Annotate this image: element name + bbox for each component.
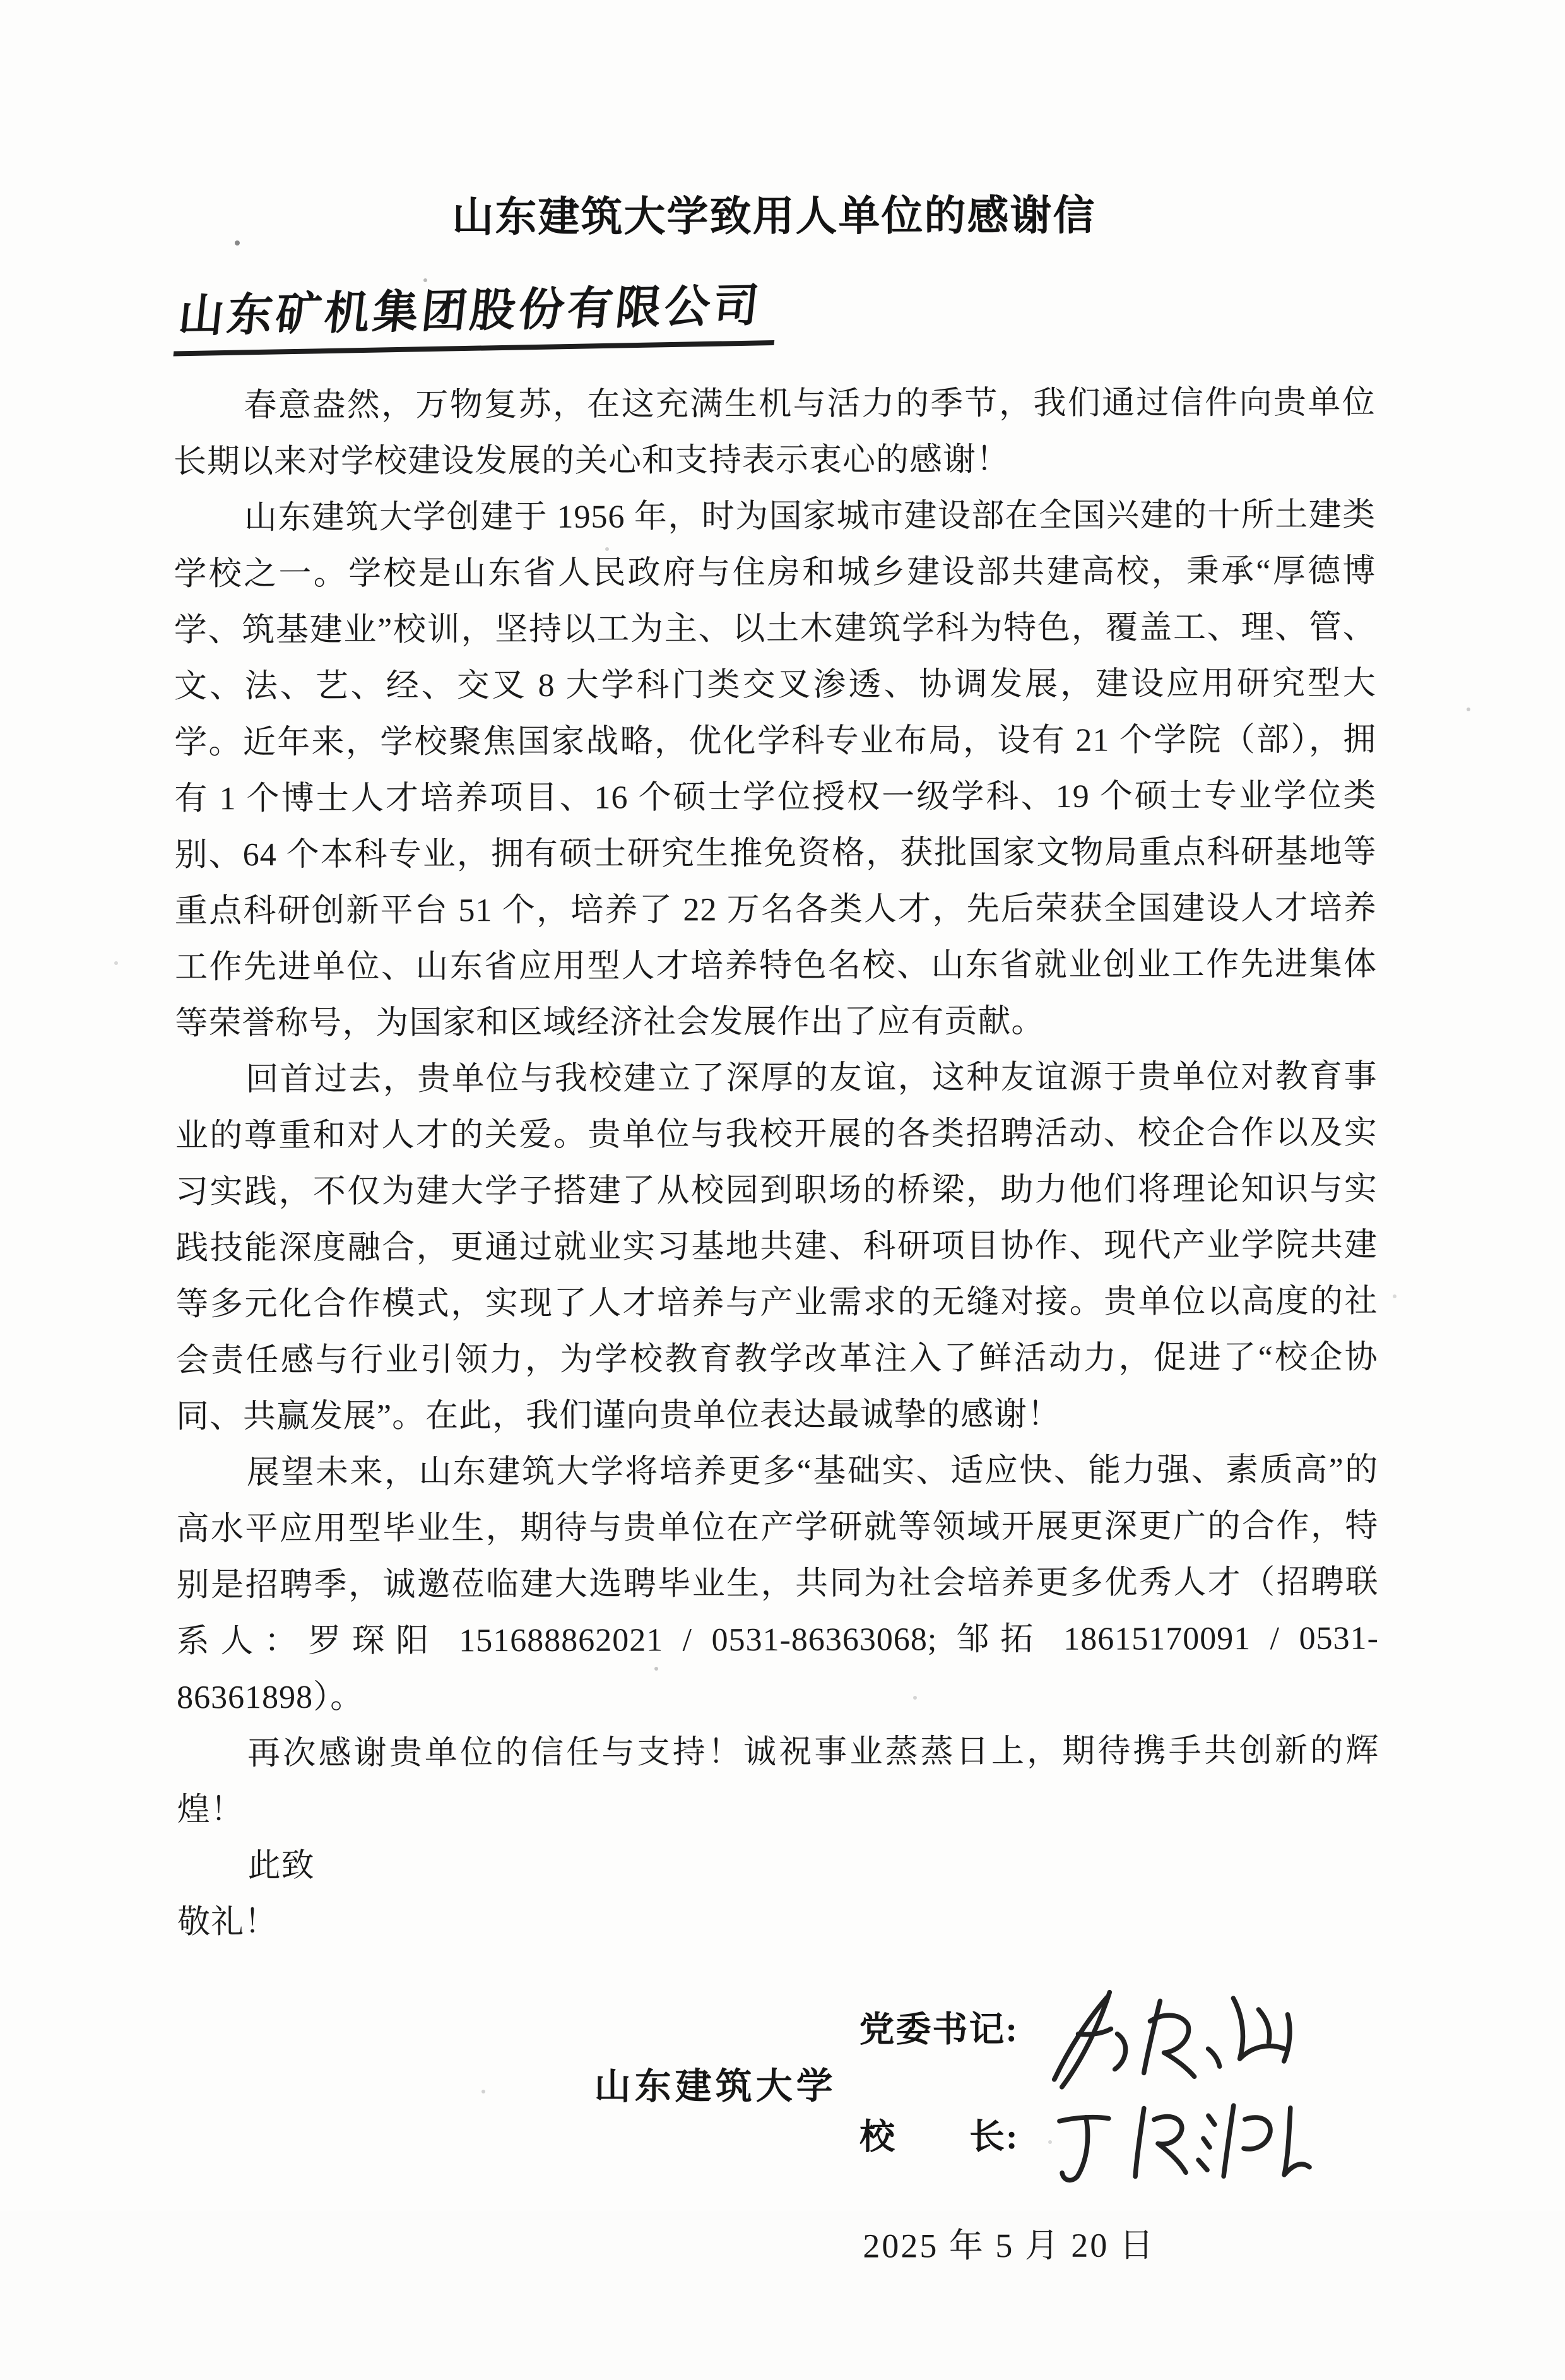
scan-noise-speckles <box>0 0 3 3</box>
letter-date: 2025 年 5 月 20 日 <box>863 2226 1155 2265</box>
paragraph-university-intro: 山东建筑大学创建于 1956 年，时为国家城市建设部在全国兴建的十所土建类学校之一。学校是山东省人民政府与住房和城乡建设部共建高校，秉承“厚德博学、筑基建业”校训，坚持以工为主、以土木建筑学科为特色，覆盖工、理、管、文、法、艺、经、交叉 8 大学科门类交叉渗透、协调发展，建设应用研究型大学。近年来，学校聚焦国家战略，优化学科专业布局，设有 21 个学院（部），拥有 1 个博士人才培养项目、16 个硕士学位授权一级学科、19 个硕士专业学位类别、64 个本科专业，拥有硕士研究生推免资格，获批国家文物局重点科研基地等重点科研创新平台 51 个，培养了 22 万名各类人才，先后荣获全国建设人才培养工作先进单位、山东省应用型人才培养特色名校、山东省就业创业工作先进集体等荣誉称号，为国家和区域经济社会发展作出了应有贡献。 <box>174 497 1378 1042</box>
letter-title: 山东建筑大学致用人单位的感谢信 <box>452 192 1096 241</box>
closing-jingli: 敬礼！ <box>177 1904 278 1941</box>
closing-cizhi: 此致 <box>247 1847 315 1885</box>
paragraph-final-thanks: 再次感谢贵单位的信任与支持！诚祝事业蒸蒸日上，期待携手共创新的辉煌！ <box>177 1732 1379 1828</box>
president-signature-row <box>859 2113 1333 2201</box>
president-handwritten-signature-icon <box>1036 2080 1333 2201</box>
recipient-company-handwritten: 山东矿机集团股份有限公司 <box>174 268 783 357</box>
paragraph-cooperation-review: 回首过去，贵单位与我校建立了深厚的友谊，这种友谊源于贵单位对教育事业的尊重和对人才的关爱。贵单位与我校开展的各类招聘活动、校企合作以及实习实践，不仅为建大学子搭建了从校园到职场的桥梁，助力他们将理论知识与实践技能深度融合，更通过就业实习基地共建、科研项目协作、现代产业学院共建等多元化合作模式，实现了人才培养与产业需求的无缝对接。贵单位以高度的社会责任感与行业引领力，为学校教育教学改革注入了鲜活动力，促进了“校企协同、共赢发展”。在此，我们谨向贵单位表达最诚挚的感谢！ <box>175 1058 1378 1435</box>
recipient-row <box>173 276 1375 360</box>
signature-block <box>177 1973 1381 2380</box>
letter-content <box>172 0 1381 2379</box>
paragraph-greeting: 春意盎然，万物复苏，在这充满生机与活力的季节，我们通过信件向贵单位长期以来对学校建设发展的关心和支持表示衷心的感谢！ <box>173 384 1376 480</box>
paragraph-future-outlook: 展望未来，山东建筑大学将培养更多“基础实、适应快、能力强、素质高”的高水平应用型毕业生，期待与贵单位在产学研就等领域开展更深更广的合作，特别是招聘季，诚邀莅临建大选聘毕业生，共同为社会培养更多优秀人才（招聘联系人：罗琛阳 151688862021 / 0531-86363068; 邹拓 18615170091 / 0531-86361898）。 <box>176 1452 1379 1716</box>
secretary-label: 党委书记: <box>859 2010 1019 2050</box>
university-name: 山东建筑大学 <box>594 2065 837 2107</box>
president-label: 校 长: <box>859 2117 1019 2157</box>
